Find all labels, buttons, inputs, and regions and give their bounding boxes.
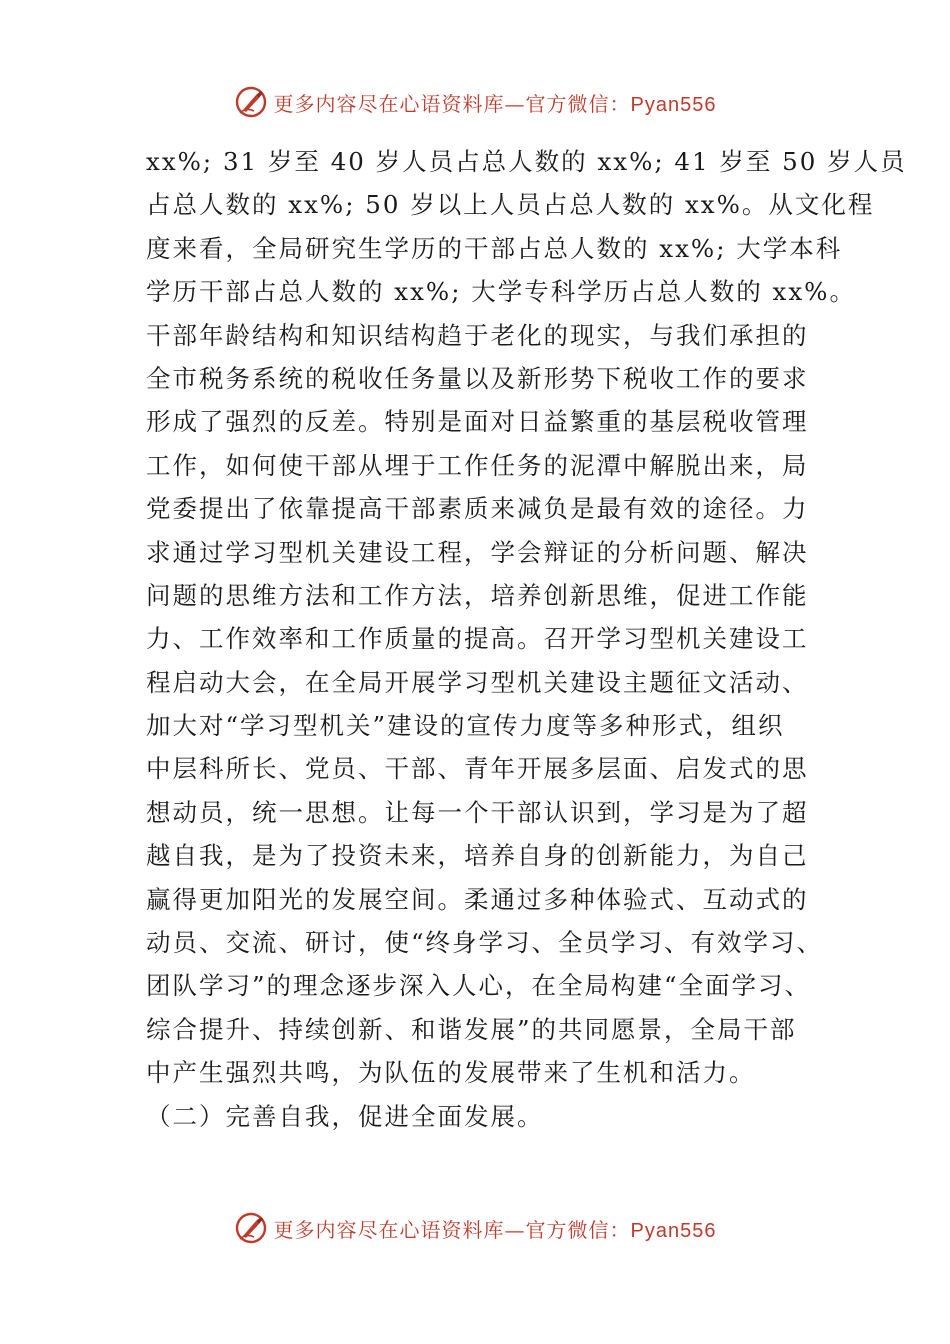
header-banner-handle: Pyan556 <box>630 93 717 116</box>
body-line: 学历干部占总人数的 xx%; 大学专科学历占总人数的 xx%。 <box>146 277 856 307</box>
header-banner-text <box>274 88 717 117</box>
body-line: 占总人数的 xx%; 50 岁以上人员占总人数的 xx%。从文化程 <box>146 190 875 220</box>
document-body <box>146 140 907 1138</box>
section-heading: （二）完善自我，促进全面发展。 <box>146 1101 544 1131</box>
header-banner <box>0 82 950 122</box>
body-line: 力、工作效率和工作质量的提高。召开学习型机关建设工 <box>146 624 809 654</box>
pen-logo-icon <box>234 85 268 119</box>
body-line: 中产生强烈共鸣，为队伍的发展带来了生机和活力。 <box>146 1058 756 1088</box>
footer-banner <box>0 1208 950 1248</box>
body-line: 求通过学习型机关建设工程，学会辩证的分析问题、解决 <box>146 537 809 567</box>
pen-logo-icon <box>234 1211 268 1245</box>
body-line: 加大对“学习型机关”建设的宣传力度等多种形式，组织 <box>146 711 785 741</box>
body-line: 动员、交流、研讨，使“终身学习、全员学习、有效学习、 <box>146 928 824 958</box>
body-line: 问题的思维方法和工作方法，培养创新思维，促进工作能 <box>146 580 809 610</box>
footer-banner-handle: Pyan556 <box>630 1219 717 1242</box>
body-line: 程启动大会，在全局开展学习型机关建设主题征文活动、 <box>146 667 809 697</box>
body-line: 度来看，全局研究生学历的干部占总人数的 xx%; 大学本科 <box>146 233 843 263</box>
body-line: 党委提出了依靠提高干部素质来减负是最有效的途径。力 <box>146 494 809 524</box>
body-line: 想动员，统一思想。让每一个干部认识到，学习是为了超 <box>146 797 809 827</box>
body-line: 干部年龄结构和知识结构趋于老化的现实，与我们承担的 <box>146 320 809 350</box>
body-line: 中层科所长、党员、干部、青年开展多层面、启发式的思 <box>146 754 809 784</box>
body-line: 赢得更加阳光的发展空间。柔通过多种体验式、互动式的 <box>146 884 809 914</box>
body-line: 团队学习”的理念逐步深入人心，在全局构建“全面学习、 <box>146 971 812 1001</box>
body-line: xx%; 31 岁至 40 岁人员占总人数的 xx%; 41 岁至 50 岁人员 <box>146 147 907 176</box>
body-line: 工作，如何使干部从埋于工作任务的泥潭中解脱出来，局 <box>146 450 809 480</box>
body-line: 越自我，是为了投资未来，培养自身的创新能力，为自己 <box>146 841 809 871</box>
footer-banner-label: 更多内容尽在心语资料库—官方微信： <box>273 1217 631 1242</box>
body-line: 综合提升、持续创新、和谐发展”的共同愿景，全局干部 <box>146 1014 797 1044</box>
body-line: 全市税务系统的税收任务量以及新形势下税收工作的要求 <box>146 363 809 393</box>
body-line: 形成了强烈的反差。特别是面对日益繁重的基层税收管理 <box>146 407 809 437</box>
footer-banner-text <box>274 1214 717 1243</box>
header-banner-label: 更多内容尽在心语资料库—官方微信： <box>273 91 631 116</box>
